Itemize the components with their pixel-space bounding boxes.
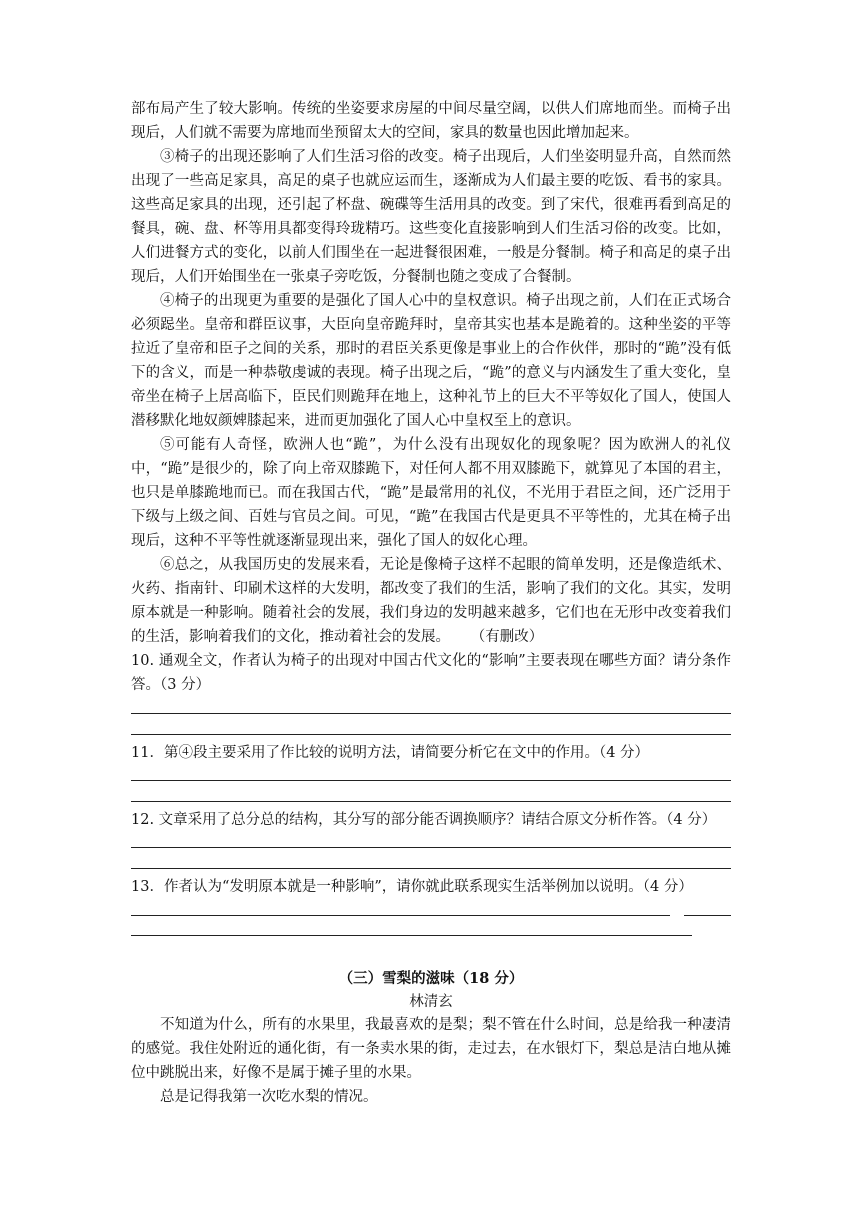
answer-line-q13-1[interactable]: [131, 915, 670, 916]
question-11: 11．第④段主要采用了作比较的说明方法，请简要分析它在文中的作用。（4 分）: [131, 745, 650, 761]
article-paragraph-3: ③椅子的出现还影响了人们生活习俗的改变。椅子出现后，人们坐姿明显升高，自然而然出现了一些高足家具，高足的桌子也就应运而生，逐渐成为人们最主要的吃饭、看书的家具。这些高足家具的出现，还引起了杯盘、碗碟等生活用具的改变。到了宋代，很难再看到高足的餐具，碗、盘、杯等用具都变得玲珑精巧。这些变化直接影响到人们生活习俗的改变。比如，人们进餐方式的变化，以前人们围坐在一起进餐很困难，一般是分餐制。椅子和高足的桌子出现后，人们开始围坐在一张桌子旁吃饭，分餐制也随之变成了合餐制。: [131, 149, 731, 285]
section-3-title: （三）雪梨的滋味（18 分）: [338, 970, 524, 987]
question-13: 13．作者认为“发明原本就是一种影响”，请你就此联系现实生活举例加以说明。（4 分）: [131, 879, 693, 895]
section-3-paragraph-2: 总是记得我第一次吃水梨的情况。: [160, 1089, 378, 1105]
answer-line-q13-2[interactable]: [684, 915, 731, 916]
article-paragraph-6-text: ⑥总之，从我国历史的发展来看，无论是像椅子这样不起眼的简单发明，还是像造纸术、火药、指南针、印刷术这样的大发明，都改变了我们的生活，影响了我们的文化。其实，发明原本就是一种影响。随着社会的发展，我们身边的发明越来越多，它们也在无形中改变着我们的生活，影响着我们的文化，推动着社会的发展。: [131, 557, 731, 645]
section-3-paragraph-1: 不知道为什么，所有的水果里，我最喜欢的是梨；梨不管在什么时间，总是给我一种凄清的感觉。我住处附近的通化街，有一条卖水果的街，走过去，在水银灯下，梨总是洁白地从摊位中跳脱出来，好像不是属于摊子里的水果。: [131, 1017, 731, 1081]
question-10: 10. 通观全文，作者认为椅子的出现对中国古代文化的“影响”主要表现在哪些方面？请分条作答。（3 分）: [131, 653, 731, 693]
answer-lines-q13: [131, 899, 731, 937]
article-paragraph-continued: 部布局产生了较大影响。传统的坐姿要求房屋的中间尽量空阔，以供人们席地而坐。而椅子出现后，人们就不需要为席地而坐预留太大的空间，家具的数量也因此增加起来。: [131, 101, 731, 141]
abridged-remark: （有删改）: [478, 629, 544, 645]
answer-line-q13-3[interactable]: [131, 935, 692, 936]
article-paragraph-4: ④椅子的出现更为重要的是强化了国人心中的皇权意识。椅子出现之前，人们在正式场合必须跽坐。皇帝和群臣议事，大臣向皇帝跪拜时，皇帝其实也基本是跪着的。这种坐姿的平等拉近了皇帝和臣子之间的关系，那时的君臣关系更像是事业上的合作伙伴，那时的“跪”没有低下的含义，而是一种恭敬虔诚的表现。椅子出现之后，“跪”的意义与内涵发生了重大变化，皇帝坐在椅子上居高临下，臣民们则跪拜在地上，这种礼节上的巨大不平等奴化了国人，使国人潜移默化地奴颜婢膝起来，进而更加强化了国人心中皇权至上的意识。: [131, 293, 731, 429]
article-paragraph-5: ⑤可能有人奇怪，欧洲人也“跪”，为什么没有出现奴化的现象呢？因为欧洲人的礼仪中，“跪”是很少的，除了向上帝双膝跪下，对任何人都不用双膝跪下，就算见了本国的君主，也只是单膝跪地而已。而在我国古代，“跪”是最常用的礼仪，不光用于君臣之间，还广泛用于下级与上级之间、百姓与官员之间。可见，“跪”在我国古代是更具不平等性的，尤其在椅子出现后，这种不平等性就逐渐显现出来，强化了国人的奴化心理。: [131, 437, 731, 549]
article-paragraph-6: [131, 553, 731, 649]
exam-page: [131, 97, 731, 1109]
section-3-author: 林清玄: [409, 994, 453, 1010]
question-12: 12. 文章采用了总分总的结构，其分写的部分能否调换顺序？请结合原文分析作答。（4 分）: [131, 812, 717, 828]
